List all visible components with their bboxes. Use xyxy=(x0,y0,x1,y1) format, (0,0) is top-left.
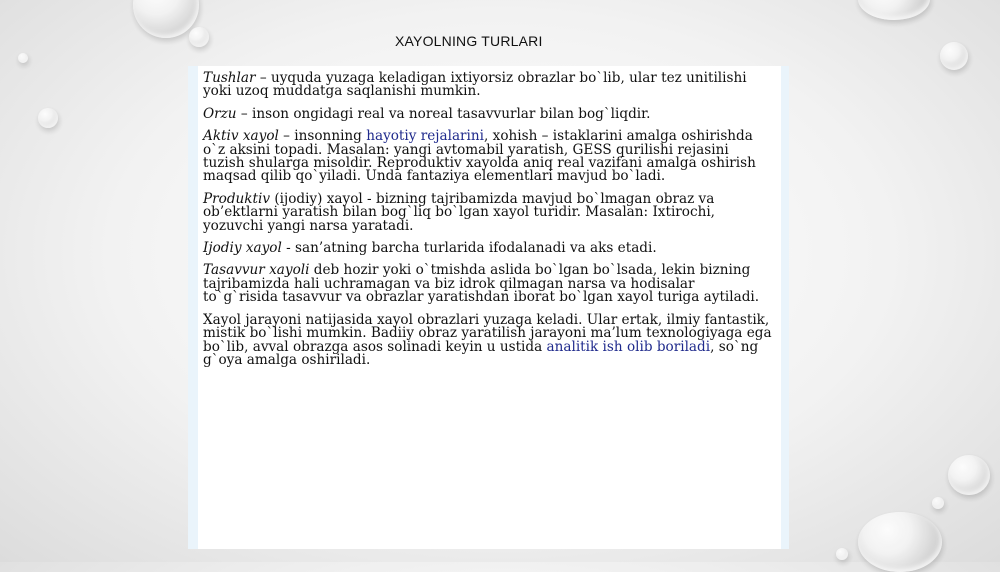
paragraph-orzu xyxy=(203,105,773,122)
slide-title: XAYOLNING TURLARI xyxy=(395,33,543,49)
water-drop-decoration xyxy=(18,53,28,63)
water-drop-decoration xyxy=(836,548,848,560)
term: Tushlar xyxy=(203,70,256,86)
water-drop-decoration xyxy=(858,512,942,572)
paragraph-tushlar xyxy=(203,72,773,99)
paragraph-text: , so`ng g`oya amalga oshiriladi. xyxy=(203,338,759,368)
term: Aktiv xayol xyxy=(203,128,279,145)
paragraph-text: deb hozir yoki o`tmishda aslida bo`lgan bo`lsada, lekin bizning tajribamizda hali uchramagan va biz idrok qilmagan narsa va hodisalar to`g`risida tasavvur va obrazlar yaratishdan iborat bo`lgan xayol turiga aytiladi. xyxy=(203,262,760,306)
content-panel xyxy=(188,66,789,549)
text-box xyxy=(198,66,781,549)
paragraph-produktiv xyxy=(203,190,773,234)
water-drop-decoration xyxy=(858,0,930,20)
term: Orzu xyxy=(203,105,237,122)
water-drop-decoration xyxy=(932,497,944,509)
water-drop-decoration xyxy=(940,42,968,70)
paragraph-text: – uyquda yuzaga keladigan ixtiyorsiz obrazlar bo`lib, ular tez unitilishi yoki uzoq muddatga saqlanishi mumkin. xyxy=(203,70,747,100)
water-drop-decoration xyxy=(38,108,58,128)
water-drop-decoration xyxy=(189,27,209,47)
hyperlink-hayotiy-rejalarini[interactable]: hayotiy rejalarini xyxy=(366,128,485,145)
term: Tasavvur xayoli xyxy=(203,262,310,279)
paragraph-xayol-jarayoni xyxy=(203,311,773,368)
term: Produktiv xyxy=(203,190,271,207)
paragraph-ijodiy-xayol xyxy=(203,242,773,255)
paragraph-text: Xayol jarayoni natijasida xayol obrazlari yuzaga keladi. Ular ertak, ilmiy fantastik, mistik bo`lishi mumkin. Badiiy obraz yaratilish jarayoni ma’lum texnologiyaga ega bo`lib, avval obrazga asos solinadi keyin u ustida xyxy=(203,311,772,355)
term: Ijodiy xayol xyxy=(203,240,282,257)
water-drop-decoration xyxy=(948,455,990,495)
paragraph-text: – insonning xyxy=(278,128,367,145)
paragraph-tasavvur-xayoli xyxy=(203,264,773,304)
paragraph-text: , xohish – istaklarini amalga oshirishda o`z aksini topadi. Masalan: yangi avtomabil yaratish, GESS qurilishi rejasini tuzish shularga misoldir. Reproduktiv xayolda aniq real vazifani amalga oshirish maqsad qilib qo`yiladi. Unda fantaziya elementlari mavjud bo`ladi. xyxy=(203,128,756,185)
paragraph-text: – inson ongidagi real va noreal tasavvurlar bilan bog`liqdir. xyxy=(236,105,651,122)
paragraph-text: - san’atning barcha turlarida ifodalanadi va aks etadi. xyxy=(281,240,657,257)
paragraph-text: (ijodiy) xayol - bizning tajribamizda mavjud bo`lmagan obraz va ob’ektlarni yaratish bilan bog`liq bo`lgan xayol turidir. Masalan: Ixtirochi, yozuvchi yangi narsa yaratadi. xyxy=(203,190,716,234)
hyperlink-analitik-ish[interactable]: analitik ish olib boriladi xyxy=(546,338,711,355)
paragraph-aktiv-xayol xyxy=(203,130,773,184)
